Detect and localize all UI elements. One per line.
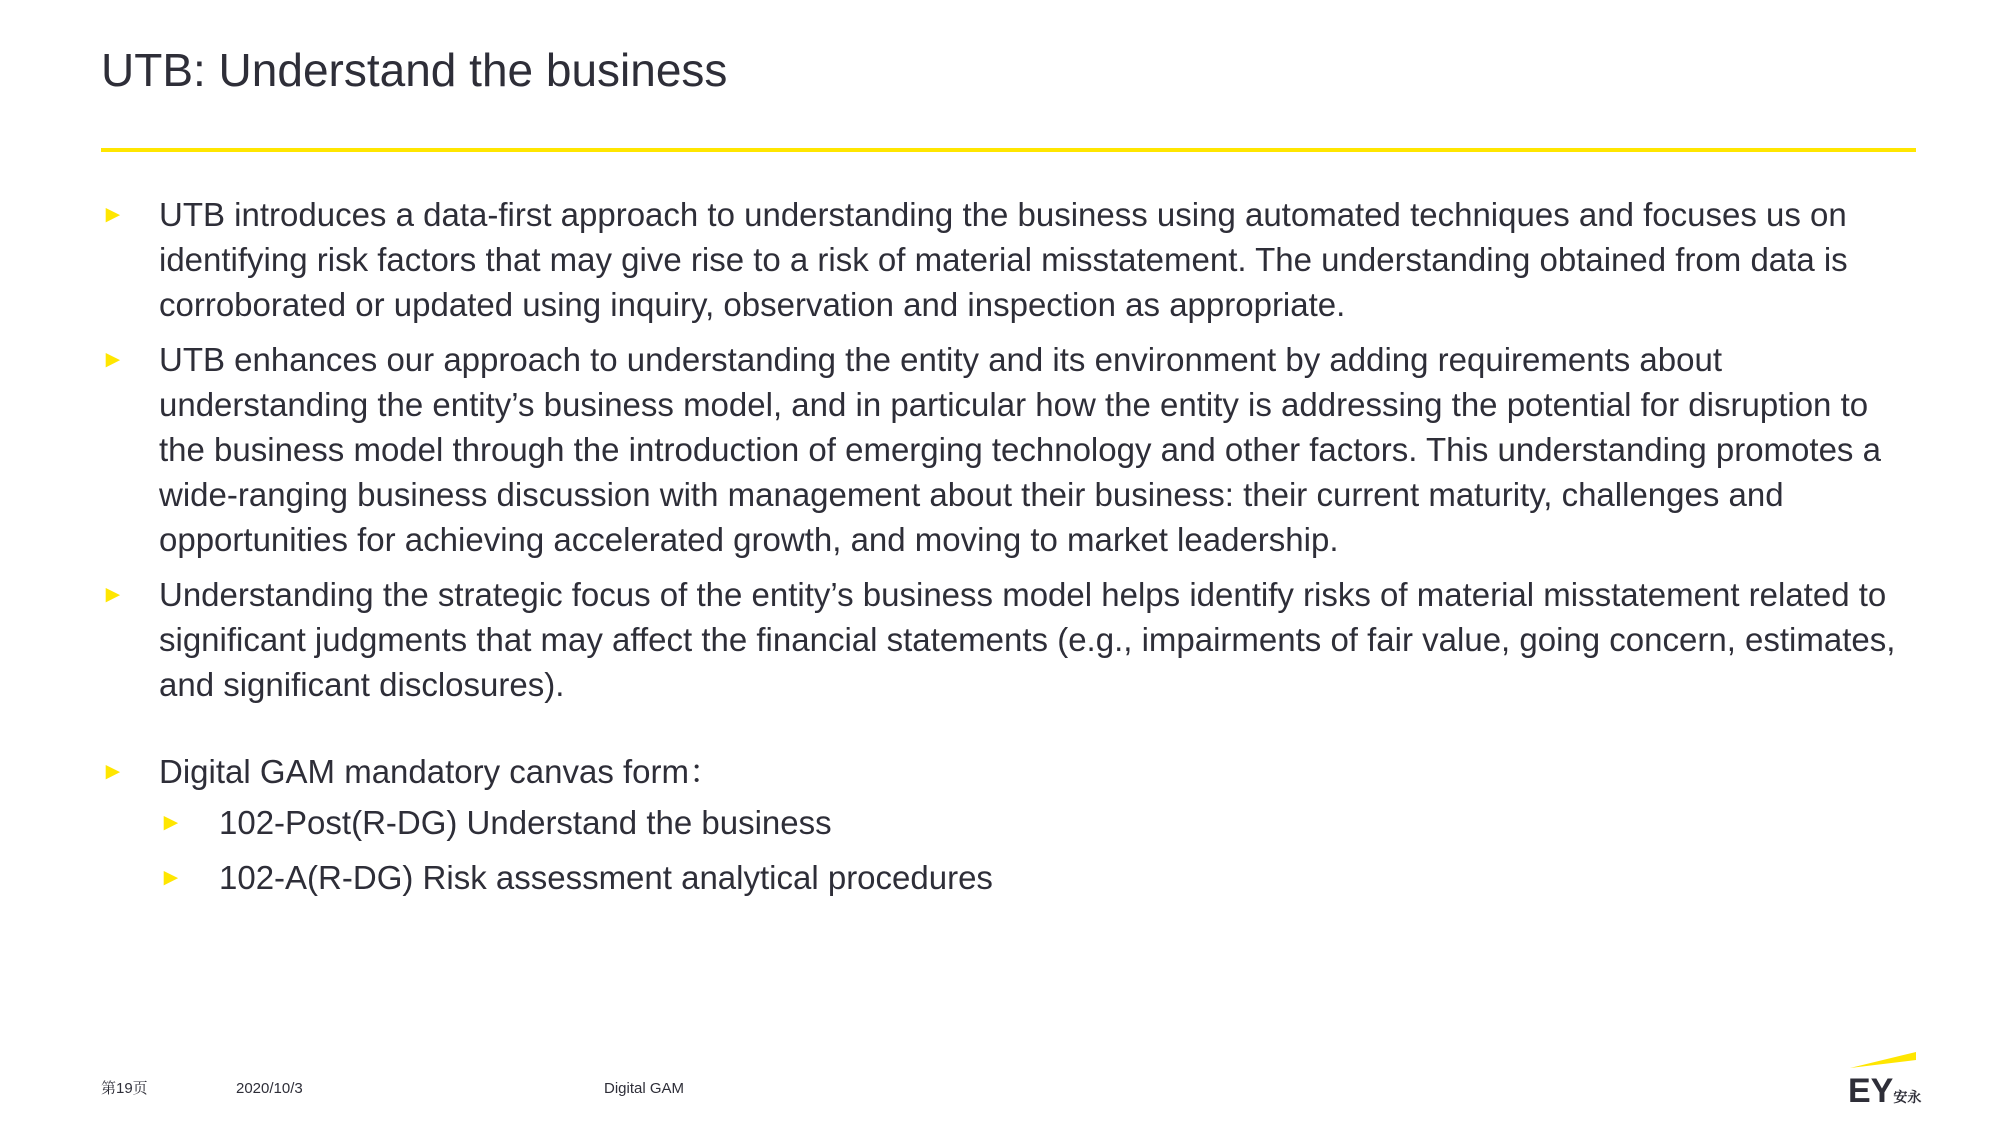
footer-page-number: 第19页 bbox=[101, 1080, 148, 1097]
bullet-item bbox=[101, 337, 1916, 562]
bullet-text: Understanding the strategic focus of the entity’s business model helps identify risks of material misstatement related to significant judgments that may affect the financial statements (e.g., impairments of fair value, going concern, estimates, and significant disclosures). bbox=[159, 576, 1896, 703]
bullet-item bbox=[101, 572, 1916, 707]
footer-date: 2020/10/3 bbox=[236, 1080, 303, 1097]
ey-logo-icon bbox=[1848, 1046, 1922, 1110]
slide-title: UTB: Understand the business bbox=[101, 44, 728, 96]
bullet-text: UTB enhances our approach to understanding the entity and its environment by adding requirements about understanding the entity’s business model, and in particular how the entity is addressing the potential for disruption to the business model through the introduction of emerging technology and other factors. This understanding promotes a wide-ranging business discussion with management about their business: their current maturity, challenges and opportunities for achieving accelerated growth, and moving to market leadership. bbox=[159, 341, 1881, 558]
ey-logo-chinese: 安永 bbox=[1893, 1089, 1922, 1105]
sub-bullet-item bbox=[159, 855, 1916, 900]
bullet-arrow-icon: ► bbox=[101, 581, 125, 608]
bullet-text: UTB introduces a data-first approach to understanding the business using automated techniques and focuses us on identifying risk factors that may give rise to a risk of material misstatement. The understanding obtained from data is corroborated or updated using inquiry, observation and inspection as appropriate. bbox=[159, 196, 1848, 323]
ey-logo-beam bbox=[1850, 1052, 1916, 1068]
bullet-text: Digital GAM mandatory canvas form： bbox=[159, 753, 723, 790]
bullet-arrow-icon: ► bbox=[101, 758, 125, 785]
bullet-arrow-icon: ► bbox=[159, 864, 183, 891]
ey-logo-text bbox=[1848, 1072, 1921, 1110]
bullet-arrow-icon: ► bbox=[159, 809, 183, 836]
bullet-list bbox=[101, 192, 1916, 910]
sub-bullet-text: 102-Post(R-DG) Understand the business bbox=[219, 804, 832, 841]
sub-bullet-list bbox=[159, 800, 1916, 900]
sub-bullet-text: 102-A(R-DG) Risk assessment analytical procedures bbox=[219, 859, 993, 896]
bullet-arrow-icon: ► bbox=[101, 346, 125, 373]
sub-bullet-item bbox=[159, 800, 1916, 845]
footer-presentation-name: Digital GAM bbox=[604, 1080, 685, 1097]
title-underline bbox=[101, 148, 1916, 152]
bullet-item bbox=[101, 192, 1916, 327]
bullet-item bbox=[101, 749, 1916, 900]
ey-logo-letters: EY bbox=[1848, 1072, 1894, 1110]
bullet-arrow-icon: ► bbox=[101, 201, 125, 228]
